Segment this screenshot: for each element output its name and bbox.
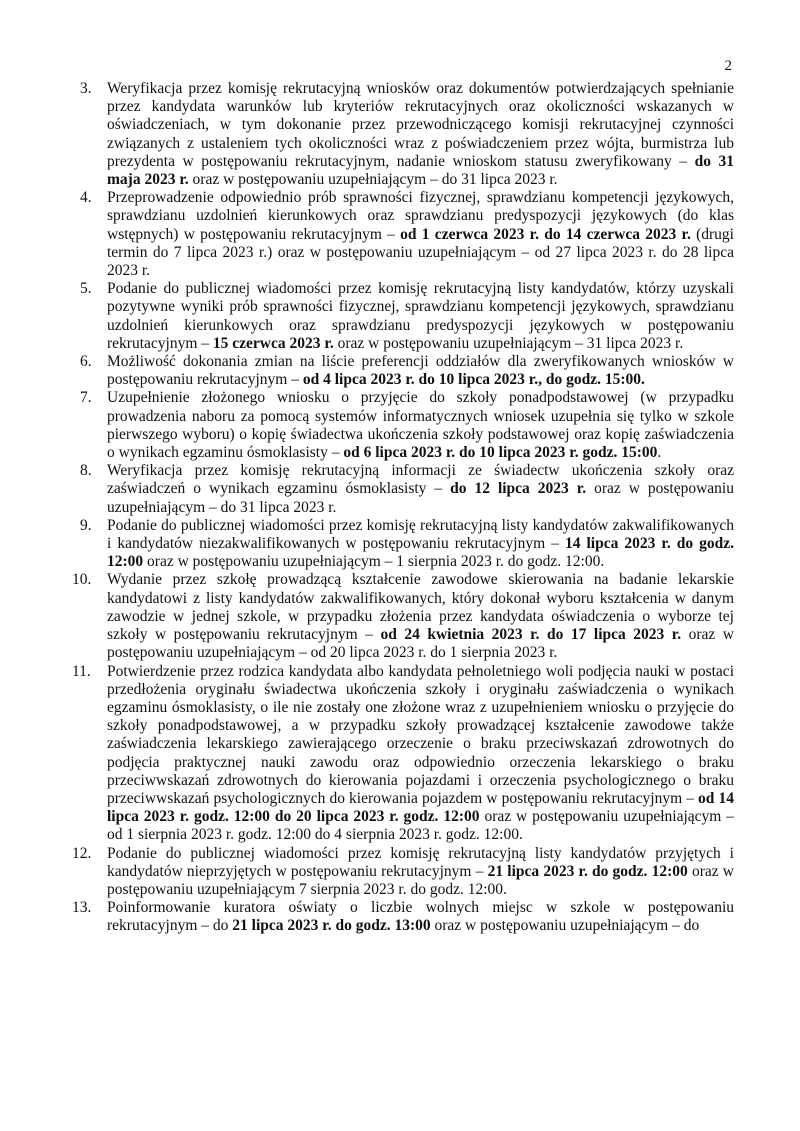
item-text: Podanie do publicznej wiadomości przez komisję rekrutacyjną listy kandydatów, którzy uzyskali pozytywne wyniki prób sprawności fizycznej, sprawdzianu kompetencji językowych, sprawdzianu uzdolnień kierunkowych oraz sprawdzianu predyspozycji językowych w postępowaniu rekrutacyjnym –	[107, 280, 734, 352]
item-text: Poinformowanie kuratora oświaty o liczbie wolnych miejsc w szkole w postępowaniu rekrutacyjnym – do	[107, 899, 734, 935]
item-number: 7.	[80, 389, 92, 407]
page-number: 2	[724, 58, 732, 74]
item-number: 11.	[72, 662, 91, 680]
item-text: Potwierdzenie przez rodzica kandydata albo kandydata pełnoletniego woli podjęcia nauki w postaci przedłożenia oryginału świadectwa ukończenia szkoły i oryginału zaświadczenia o wynikach egzaminu ósmoklasisty, o ile nie zostały one złożone wraz z uzupełnieniem wniosku o przyjęcie do szkoły ponadpodstawowej, a w przypadku szkoły prowadzącej kształcenie zawodowe także zaświadczenia lekarskiego zawierającego orzeczenie o braku przeciwskazań zdrowotnych do podjęcia praktycznej nauki zawodu oraz odpowiednio orzeczenia lekarskiego o braku przeciwwskazań zdrowotnych do kierowania pojazdami i orzeczenia psychologicznego o braku przeciwwskazań psychologicznych do kierowania pojazdem w postępowaniu rekrutacyjnym –	[107, 662, 734, 807]
item-number: 5.	[80, 280, 92, 298]
item-text: oraz w postępowaniu uzupełniającym – 1 sierpnia 2023 r. do godz. 12:00.	[143, 553, 605, 571]
deadline-text: 15 czerwca 2023 r.	[212, 334, 334, 352]
item-number: 9.	[80, 516, 92, 534]
list-item	[80, 389, 734, 462]
list-item	[80, 189, 734, 280]
item-text: Wydanie przez szkołę prowadzącą kształcenie zawodowe skierowania na badanie lekarskie kandydatowi z listy kandydatów zakwalifikowanych, który dokonał wyboru kształcenia w danym zawodzie w jednej szkole, w przypadku złożenia przez kandydata oświadczenia o wyborze tej szkoły w postępowaniu rekrutacyjnym –	[107, 571, 734, 644]
list-item	[72, 844, 735, 900]
item-text: oraz w postępowaniu uzupełniającym – do 31 lipca 2023 r.	[107, 480, 734, 516]
list-item	[72, 571, 735, 662]
deadline-text: od 24 kwietnia 2023 r. do 17 lipca 2023 r.	[380, 626, 682, 644]
item-number: 10.	[72, 571, 92, 589]
item-text: Weryfikacja przez komisję rekrutacyjną informacji ze świadectw ukończenia szkoły oraz zaświadczeń o wynikach egzaminu ósmoklasisty –	[107, 462, 734, 498]
item-number: 13.	[72, 899, 92, 917]
item-text: oraz w postępowaniu uzupełniającym 7 sierpnia 2023 r. do godz. 12:00.	[107, 862, 735, 898]
item-text: oraz w postępowaniu uzupełniającym – do	[430, 917, 700, 935]
item-text: Podanie do publicznej wiadomości przez komisję rekrutacyjną listy kandydatów zakwalifikowanych i kandydatów niezakwalifikowanych w postępowaniu rekrutacyjnym –	[107, 516, 734, 553]
list-item	[80, 462, 734, 517]
list-item	[72, 662, 734, 845]
item-number: 8.	[80, 462, 92, 480]
item-text: Uzupełnienie złożonego wniosku o przyjęcie do szkoły ponadpodstawowej (w przypadku prowadzenia naboru za pomocą systemów informatycznych wniosek uzupełnia się tylko w szkole pierwszego wyboru) o kopię świadectwa ukończenia szkoły podstawowej oraz kopię zaświadczenia o wynikach egzaminu ósmoklasisty –	[107, 389, 734, 462]
item-text: Weryfikacja przez komisję rekrutacyjną wniosków oraz dokumentów potwierdzających spełnianie przez kandydata warunków lub kryteriów rekrutacyjnych oraz okoliczności wskazanych w oświadczeniach, w tym dokonanie przez przewodniczącego komisji rekrutacyjnej czynności związanych z ustaleniem tych okoliczności wraz z poświadczeniem przez wójta, burmistrza lub prezydenta w postępowaniu rekrutacyjnym, nadanie wnioskom statusu zweryfikowany –	[107, 80, 734, 170]
item-number: 4.	[80, 189, 92, 207]
item-number: 6.	[80, 353, 92, 371]
list-item	[80, 353, 734, 389]
list-item	[80, 80, 734, 189]
deadline-text: do 12 lipca 2023 r.	[450, 480, 587, 498]
item-number: 12.	[72, 844, 92, 862]
item-text: oraz w postępowaniu uzupełniającym – do 31 lipca 2023 r.	[188, 171, 558, 189]
item-text: Przeprowadzenie odpowiednio prób sprawności fizycznej, sprawdzianu kompetencji językowych, sprawdzianu uzdolnień kierunkowych oraz sprawdzianu predyspozycji językowych (do klas wstępnych) w postępowaniu rekrutacyjnym –	[107, 189, 734, 243]
deadline-text: 21 lipca 2023 r. do godz. 12:00	[487, 862, 688, 880]
item-text: (drugi termin do 7 lipca 2023 r.) oraz w postępowaniu uzupełniającym – od 27 lipca 2023 r. do 28 lipca 2023 r.	[107, 225, 734, 280]
schedule-list	[72, 80, 735, 936]
item-number: 3.	[80, 80, 92, 97]
list-item	[80, 517, 734, 572]
item-text: Możliwość dokonania zmian na liście preferencji oddziałów dla zweryfikowanych wniosków w postępowaniu rekrutacyjnym –	[107, 353, 734, 389]
item-text: Podanie do publicznej wiadomości przez komisję rekrutacyjną listy kandydatów przyjętych i kandydatów nieprzyjętych w postępowaniu rekrutacyjnym –	[107, 844, 734, 880]
deadline-text: od 14 lipca 2023 r. godz. 12:00 do 20 lipca 2023 r. godz. 12:00	[107, 789, 734, 826]
item-text: oraz w postępowaniu uzupełniającym – 31 lipca 2023 r.	[333, 334, 684, 352]
deadline-text: do 31 maja 2023 r.	[107, 152, 735, 189]
list-item	[72, 899, 734, 935]
deadline-text: od 1 czerwca 2023 r. do 14 czerwca 2023 r.	[400, 225, 691, 243]
item-text: .	[657, 444, 662, 462]
item-text: oraz w postępowaniu uzupełniającym – od 1 sierpnia 2023 r. godz. 12:00 do 4 sierpnia 2023 r. godz. 12:00.	[107, 808, 734, 844]
deadline-text: od 4 lipca 2023 r. do 10 lipca 2023 r., do godz. 15:00.	[302, 371, 645, 389]
list-item	[80, 280, 734, 353]
item-text: oraz w postępowaniu uzupełniającym – od 20 lipca 2023 r. do 1 sierpnia 2023 r.	[107, 626, 735, 662]
deadline-text: 21 lipca 2023 r. do godz. 13:00	[232, 917, 431, 935]
deadline-text: 14 lipca 2023 r. do godz. 12:00	[107, 535, 734, 571]
deadline-text: od 6 lipca 2023 r. do 10 lipca 2023 r. godz. 15:00	[343, 444, 658, 462]
